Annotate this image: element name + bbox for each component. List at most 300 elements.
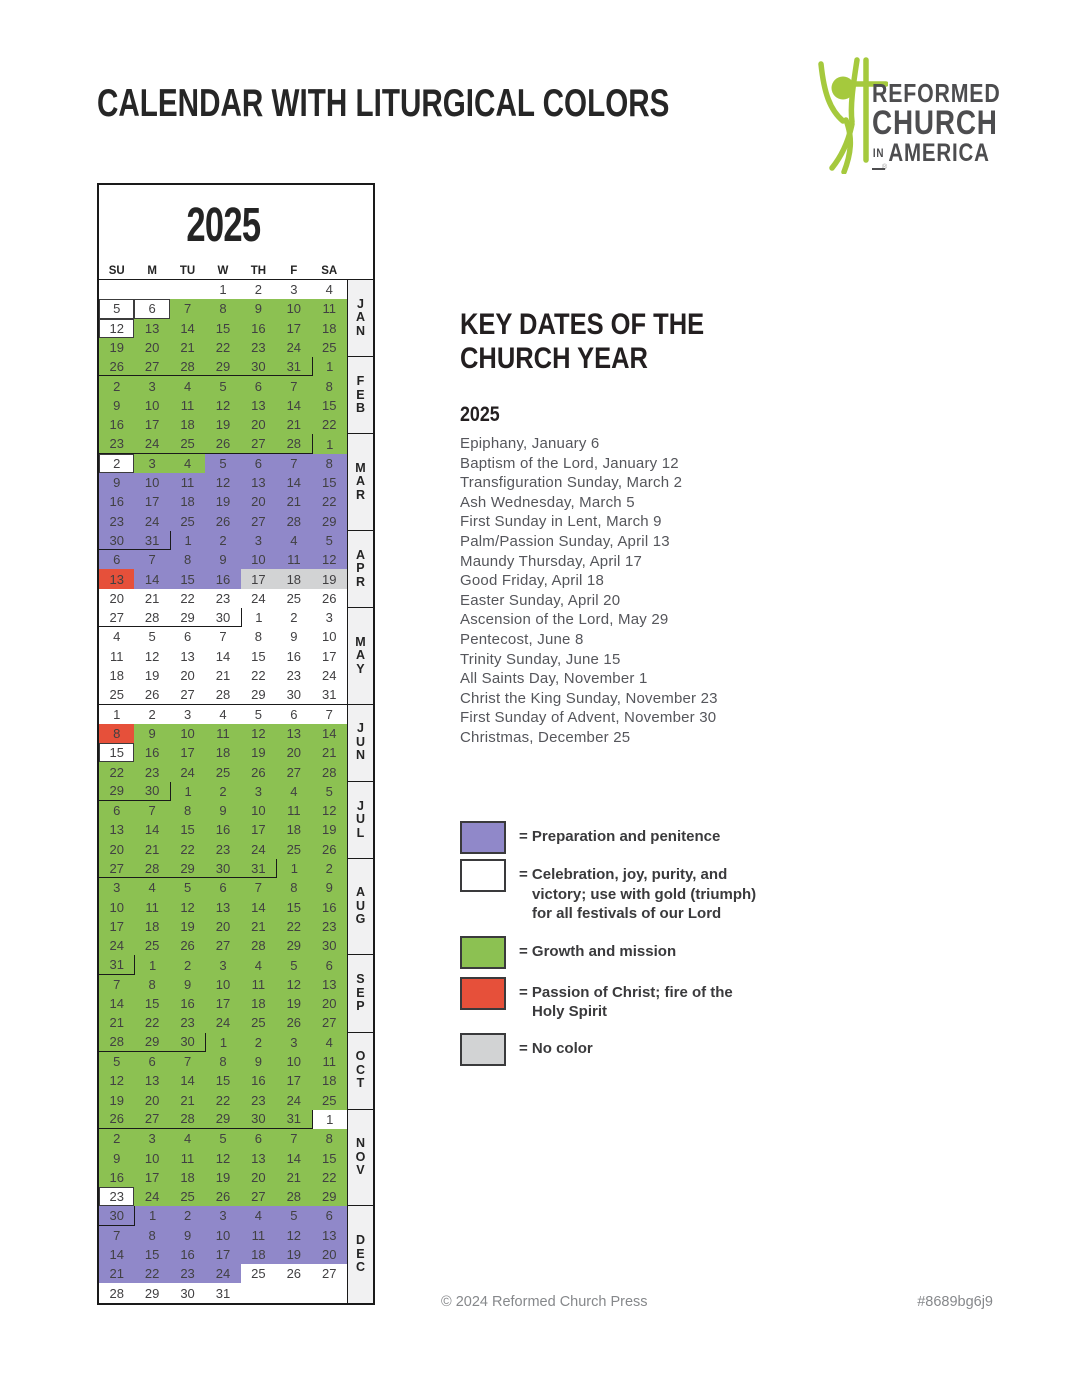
month-label-mar xyxy=(348,434,373,531)
color-legend xyxy=(460,821,820,1066)
month-label-letter: R xyxy=(355,487,365,502)
calendar-day-cell: 10 xyxy=(134,396,169,415)
month-label-letter: J xyxy=(357,798,364,813)
calendar-day-cell: 12 xyxy=(312,550,347,569)
calendar-day-cell: 14 xyxy=(134,820,169,839)
calendar-day-cell: 19 xyxy=(170,917,205,936)
calendar-day-cell: 21 xyxy=(276,1168,311,1187)
month-label-letter: D xyxy=(355,1233,365,1248)
calendar-day-cell: 26 xyxy=(312,589,347,608)
calendar-day-cell: 3 xyxy=(241,782,276,801)
calendar-day-cell: 21 xyxy=(170,1090,205,1109)
calendar-day-cell: 26 xyxy=(276,1264,311,1283)
calendar-week-row xyxy=(99,550,347,569)
calendar-day-cell: 17 xyxy=(276,1071,311,1090)
calendar-day-cell: 30 xyxy=(205,859,240,878)
calendar-day-cell: 28 xyxy=(205,685,240,704)
calendar-day-cell: 17 xyxy=(170,743,205,762)
key-date-item: Transfiguration Sunday, March 2 xyxy=(460,474,683,492)
calendar-day-cell: 24 xyxy=(312,666,347,685)
calendar-week-row xyxy=(99,589,347,608)
calendar-day-cell: 5 xyxy=(205,454,240,473)
calendar-day-cell: 22 xyxy=(276,917,311,936)
calendar-day-cell: 28 xyxy=(170,1110,205,1129)
month-label-oct xyxy=(348,1033,373,1110)
calendar-day-cell: 24 xyxy=(99,936,134,955)
calendar-day-cell: 21 xyxy=(99,1013,134,1032)
calendar-day-cell: 6 xyxy=(205,878,240,897)
calendar-day-cell: 8 xyxy=(134,975,169,994)
calendar-day-cell: 17 xyxy=(241,820,276,839)
legend-label xyxy=(519,821,720,847)
calendar-day-cell: 2 xyxy=(99,376,134,395)
month-label-letter: C xyxy=(355,1260,365,1275)
calendar-day-cell: 13 xyxy=(312,975,347,994)
calendar-day-cell: 7 xyxy=(99,1226,134,1245)
calendar-day-cell: 16 xyxy=(170,1245,205,1264)
legend-item xyxy=(460,977,820,1022)
calendar-day-cell: 26 xyxy=(170,936,205,955)
calendar-week-row xyxy=(99,280,347,299)
rca-logo-text xyxy=(872,80,1001,174)
calendar-day-cell: 5 xyxy=(241,705,276,724)
calendar-day-cell: 14 xyxy=(276,396,311,415)
calendar-day-cell: 25 xyxy=(241,1013,276,1032)
calendar-day-cell: 31 xyxy=(134,531,169,550)
calendar-day-cell: 29 xyxy=(312,1187,347,1206)
calendar-day-cell: 14 xyxy=(134,569,169,588)
calendar-day-cell: 29 xyxy=(170,608,205,627)
calendar-day-cell: 17 xyxy=(134,1168,169,1187)
weekday-header-row xyxy=(99,262,373,280)
calendar-day-cell: 25 xyxy=(312,1090,347,1109)
calendar-day-cell: 17 xyxy=(134,492,169,511)
calendar-day-cell: 4 xyxy=(312,1033,347,1052)
calendar-day-cell: 13 xyxy=(205,898,240,917)
calendar-day-cell: 8 xyxy=(170,550,205,569)
weekday-header-th: TH xyxy=(250,264,267,277)
calendar-day-cell: 19 xyxy=(312,569,347,588)
calendar-day-cell: 27 xyxy=(312,1264,347,1283)
calendar-day-cell: 5 xyxy=(312,782,347,801)
month-label-letter: V xyxy=(356,1163,365,1178)
calendar-day-cell: 7 xyxy=(134,801,169,820)
calendar-day-cell: 17 xyxy=(99,917,134,936)
calendar-day-cell: 30 xyxy=(170,1033,205,1052)
calendar-day-cell: 10 xyxy=(134,473,169,492)
key-date-item: Christmas, December 25 xyxy=(460,728,631,746)
calendar-week-row xyxy=(99,762,347,781)
month-label-feb xyxy=(348,357,373,434)
calendar-day-cell: 9 xyxy=(241,299,276,318)
calendar-day-cell: 31 xyxy=(312,685,347,704)
calendar-week-row xyxy=(99,975,347,994)
calendar-day-cell: 14 xyxy=(205,647,240,666)
calendar-day-cell: 4 xyxy=(276,782,311,801)
calendar-day-cell xyxy=(276,1283,311,1302)
calendar-day-cell: 27 xyxy=(99,608,134,627)
calendar-day-cell: 6 xyxy=(134,1052,169,1071)
legend-label xyxy=(519,936,676,962)
month-label-letter: A xyxy=(355,310,365,325)
legend-label-line: = No color xyxy=(519,1039,593,1057)
calendar-day-cell: 25 xyxy=(99,685,134,704)
calendar-day-cell: 24 xyxy=(241,840,276,859)
calendar-day-cell: 13 xyxy=(134,319,169,338)
calendar-day-cell: 5 xyxy=(99,299,134,318)
calendar-day-cell: 31 xyxy=(205,1283,240,1302)
calendar-day-cell: 15 xyxy=(205,1071,240,1090)
calendar-day-cell: 6 xyxy=(134,299,169,318)
calendar-day-cell: 3 xyxy=(205,955,240,974)
month-label-letter: C xyxy=(355,1062,365,1077)
calendar-day-cell: 19 xyxy=(205,1168,240,1187)
calendar-day-cell: 17 xyxy=(134,415,169,434)
calendar-day-cell: 18 xyxy=(170,1168,205,1187)
calendar-day-cell xyxy=(241,1283,276,1302)
calendar-week-row xyxy=(99,955,347,974)
calendar-day-cell: 6 xyxy=(241,454,276,473)
copyright-text: © 2024 Reformed Church Press xyxy=(441,1294,648,1310)
month-label-letter: J xyxy=(357,296,364,311)
calendar-day-cell: 22 xyxy=(241,666,276,685)
calendar-day-cell: 6 xyxy=(170,627,205,646)
calendar-day-cell: 23 xyxy=(241,338,276,357)
key-date-item: Easter Sunday, April 20 xyxy=(460,591,621,609)
calendar-day-cell: 10 xyxy=(99,898,134,917)
calendar-day-cell: 16 xyxy=(205,569,240,588)
calendar-day-cell: 11 xyxy=(99,647,134,666)
calendar-day-cell: 7 xyxy=(134,550,169,569)
calendar-day-cell: 12 xyxy=(276,1226,311,1245)
calendar-day-cell: 13 xyxy=(276,724,311,743)
calendar-day-cell: 31 xyxy=(276,1110,311,1129)
calendar-week-row xyxy=(99,705,347,724)
calendar-week-row xyxy=(99,319,347,338)
calendar-day-cell: 6 xyxy=(99,550,134,569)
calendar-day-cell: 9 xyxy=(99,473,134,492)
calendar-day-cell: 22 xyxy=(312,1168,347,1187)
calendar-day-cell: 28 xyxy=(276,1187,311,1206)
calendar-day-cell: 5 xyxy=(276,1206,311,1225)
month-label-letter: N xyxy=(355,1136,365,1151)
calendar-day-cell: 6 xyxy=(241,1129,276,1148)
month-label-letter: U xyxy=(355,812,365,827)
calendar-day-cell: 20 xyxy=(312,1245,347,1264)
key-date-item: All Saints Day, November 1 xyxy=(460,670,648,688)
calendar-day-cell: 7 xyxy=(276,1129,311,1148)
calendar-day-cell: 12 xyxy=(241,724,276,743)
calendar-day-cell: 28 xyxy=(99,1033,134,1052)
calendar-day-cell: 16 xyxy=(99,1168,134,1187)
calendar-week-row xyxy=(99,1264,347,1283)
calendar-day-cell: 7 xyxy=(276,376,311,395)
calendar-day-cell: 27 xyxy=(276,762,311,781)
calendar-day-cell: 23 xyxy=(205,589,240,608)
calendar-day-cell: 28 xyxy=(99,1283,134,1302)
calendar-day-cell xyxy=(170,280,205,299)
calendar-day-cell: 5 xyxy=(134,627,169,646)
calendar-day-cell xyxy=(312,1283,347,1302)
calendar-week-row xyxy=(99,1283,347,1302)
calendar-day-cell: 22 xyxy=(205,1090,240,1109)
calendar-day-cell: 7 xyxy=(99,975,134,994)
key-date-item: Trinity Sunday, June 15 xyxy=(460,650,621,668)
calendar-day-cell: 1 xyxy=(312,357,347,376)
logo-line-reformed: REFORMED xyxy=(872,78,1001,108)
calendar-day-cell: 23 xyxy=(205,840,240,859)
calendar-week-row xyxy=(99,608,347,627)
month-label-letter: P xyxy=(356,999,365,1014)
calendar-week-row xyxy=(99,627,347,646)
legend-label-line: victory; use with gold (triumph) xyxy=(532,885,757,903)
calendar-day-cell: 5 xyxy=(276,955,311,974)
calendar-day-cell: 11 xyxy=(276,801,311,820)
calendar-day-cell: 2 xyxy=(241,280,276,299)
calendar-day-cell: 25 xyxy=(134,936,169,955)
calendar-day-cell: 2 xyxy=(276,608,311,627)
calendar-day-cell: 13 xyxy=(134,1071,169,1090)
calendar-day-cell: 20 xyxy=(99,589,134,608)
calendar-day-cell: 13 xyxy=(99,569,134,588)
calendar-day-cell: 9 xyxy=(205,550,240,569)
calendar-week-row xyxy=(99,820,347,839)
calendar-day-cell: 2 xyxy=(170,1206,205,1225)
calendar-day-cell: 3 xyxy=(134,376,169,395)
calendar-day-cell: 13 xyxy=(241,473,276,492)
calendar-day-cell: 22 xyxy=(312,492,347,511)
calendar-day-cell: 15 xyxy=(170,569,205,588)
calendar-day-cell: 2 xyxy=(99,454,134,473)
key-dates-heading-line2: CHURCH YEAR xyxy=(460,342,648,375)
calendar-day-cell: 22 xyxy=(312,415,347,434)
weekday-header-m: M xyxy=(147,264,157,277)
calendar-day-cell: 14 xyxy=(99,1245,134,1264)
calendar-day-cell: 4 xyxy=(170,376,205,395)
key-date-item: Maundy Thursday, April 17 xyxy=(460,552,643,570)
calendar-day-cell: 12 xyxy=(134,647,169,666)
calendar-day-cell: 1 xyxy=(134,955,169,974)
calendar-day-cell: 21 xyxy=(276,415,311,434)
calendar-day-cell: 24 xyxy=(134,434,169,453)
month-label-letter: G xyxy=(355,912,366,927)
weekday-header-su: SU xyxy=(108,264,125,277)
calendar-day-cell: 15 xyxy=(134,994,169,1013)
calendar-day-cell: 1 xyxy=(170,782,205,801)
key-date-item: Ash Wednesday, March 5 xyxy=(460,493,635,511)
calendar-week-row xyxy=(99,1148,347,1167)
calendar-day-cell: 22 xyxy=(170,589,205,608)
calendar-day-cell: 14 xyxy=(99,994,134,1013)
calendar-week-row xyxy=(99,357,347,376)
registered-mark: ® xyxy=(882,164,888,171)
calendar-day-cell: 26 xyxy=(241,762,276,781)
calendar-week-row xyxy=(99,396,347,415)
calendar-week-row xyxy=(99,299,347,318)
logo-line-in-america xyxy=(872,139,1001,174)
calendar-week-row xyxy=(99,473,347,492)
calendar-day-cell: 8 xyxy=(241,627,276,646)
logo-line-church: CHURCH xyxy=(872,104,998,142)
calendar-day-cell: 26 xyxy=(205,1187,240,1206)
calendar-day-cell: 1 xyxy=(134,1206,169,1225)
calendar-week-row xyxy=(99,1090,347,1109)
calendar-day-cell: 11 xyxy=(170,1148,205,1167)
calendar-day-cell: 10 xyxy=(312,627,347,646)
calendar-day-cell: 23 xyxy=(99,434,134,453)
calendar-day-cell: 19 xyxy=(276,1245,311,1264)
month-label-letter: J xyxy=(357,721,364,736)
calendar-day-cell: 17 xyxy=(312,647,347,666)
calendar-year-heading xyxy=(99,185,347,262)
key-date-item: Pentecost, June 8 xyxy=(460,630,584,648)
key-date-item: Christ the King Sunday, November 23 xyxy=(460,689,718,707)
calendar-day-cell: 29 xyxy=(205,1110,240,1129)
calendar-day-cell: 30 xyxy=(312,936,347,955)
calendar-day-cell: 1 xyxy=(241,608,276,627)
legend-label xyxy=(519,1033,593,1059)
calendar-week-row xyxy=(99,1052,347,1071)
calendar-day-cell xyxy=(99,280,134,299)
calendar-day-cell: 27 xyxy=(170,685,205,704)
calendar-day-cell: 12 xyxy=(312,801,347,820)
calendar-day-cell: 4 xyxy=(276,531,311,550)
calendar-day-cell: 16 xyxy=(170,994,205,1013)
calendar-day-cell: 4 xyxy=(205,705,240,724)
calendar-day-cell: 16 xyxy=(241,1071,276,1090)
calendar-day-cell: 2 xyxy=(205,782,240,801)
calendar-week-row xyxy=(99,743,347,762)
weekday-header-f: F xyxy=(290,264,298,277)
calendar-day-cell: 9 xyxy=(241,1052,276,1071)
calendar-day-cell: 30 xyxy=(205,608,240,627)
calendar-day-cell: 11 xyxy=(241,1226,276,1245)
calendar-day-cell: 19 xyxy=(205,415,240,434)
calendar-day-cell: 21 xyxy=(134,840,169,859)
calendar-day-cell: 7 xyxy=(170,1052,205,1071)
calendar-day-cell: 3 xyxy=(205,1206,240,1225)
calendar-day-cell: 16 xyxy=(205,820,240,839)
month-label-column xyxy=(347,280,373,1303)
weekday-header-sa: SA xyxy=(321,264,338,277)
calendar-day-cell: 17 xyxy=(205,1245,240,1264)
calendar-day-cell: 10 xyxy=(205,975,240,994)
calendar-day-cell xyxy=(134,280,169,299)
calendar-day-cell: 27 xyxy=(312,1013,347,1032)
calendar-day-cell: 11 xyxy=(241,975,276,994)
month-label-letter: Y xyxy=(356,661,365,676)
calendar-body xyxy=(99,280,373,1303)
calendar-day-cell: 31 xyxy=(276,357,311,376)
calendar-day-cell: 29 xyxy=(134,1283,169,1302)
calendar-day-cell: 8 xyxy=(99,724,134,743)
calendar-day-cell: 23 xyxy=(170,1013,205,1032)
calendar-week-row xyxy=(99,1187,347,1206)
calendar-day-cell: 22 xyxy=(134,1013,169,1032)
calendar-day-cell: 7 xyxy=(276,454,311,473)
calendar-day-cell: 19 xyxy=(276,994,311,1013)
calendar-day-cell: 20 xyxy=(241,492,276,511)
calendar-day-cell: 10 xyxy=(134,1148,169,1167)
calendar-day-cell: 1 xyxy=(312,434,347,453)
calendar-day-cell: 4 xyxy=(170,1129,205,1148)
calendar-day-cell: 14 xyxy=(276,1148,311,1167)
calendar-day-cell: 25 xyxy=(276,840,311,859)
month-label-apr xyxy=(348,531,373,608)
calendar-day-cell: 18 xyxy=(276,820,311,839)
calendar-week-row xyxy=(99,801,347,820)
calendar-day-cell: 2 xyxy=(134,705,169,724)
calendar-day-cell: 27 xyxy=(205,936,240,955)
calendar-day-cell: 24 xyxy=(170,762,205,781)
calendar-day-cell: 12 xyxy=(205,473,240,492)
legend-label-line: Holy Spirit xyxy=(532,1003,608,1020)
month-label-letter: N xyxy=(355,748,365,763)
calendar-day-cell: 8 xyxy=(312,376,347,395)
calendar-day-cell: 17 xyxy=(241,569,276,588)
calendar-day-cell: 9 xyxy=(205,801,240,820)
legend-label-line: = Preparation and penitence xyxy=(519,828,721,845)
month-label-letter: U xyxy=(355,898,365,913)
calendar-day-cell: 5 xyxy=(99,1052,134,1071)
calendar-day-cell: 4 xyxy=(99,627,134,646)
calendar-day-cell: 18 xyxy=(170,415,205,434)
month-label-letter: L xyxy=(356,825,365,840)
calendar-week-row xyxy=(99,512,347,531)
calendar-day-cell: 18 xyxy=(276,569,311,588)
calendar-day-cell: 4 xyxy=(241,1206,276,1225)
calendar-day-cell: 22 xyxy=(205,338,240,357)
calendar-day-cell: 31 xyxy=(99,955,134,974)
calendar-day-cell: 20 xyxy=(99,840,134,859)
calendar-day-cell: 8 xyxy=(134,1226,169,1245)
calendar-day-cell: 27 xyxy=(134,357,169,376)
calendar-day-cell: 11 xyxy=(205,724,240,743)
calendar-day-cell: 15 xyxy=(205,319,240,338)
calendar-day-cell: 7 xyxy=(205,627,240,646)
month-label-letter: N xyxy=(355,323,365,338)
item-code-text: #8689bg6j9 xyxy=(917,1294,993,1310)
calendar-day-cell: 24 xyxy=(241,589,276,608)
calendar-day-cell: 1 xyxy=(205,280,240,299)
calendar-day-cell: 19 xyxy=(99,1090,134,1109)
calendar-day-cell: 2 xyxy=(99,1129,134,1148)
calendar-day-cell: 28 xyxy=(276,512,311,531)
calendar-week-row xyxy=(99,840,347,859)
calendar-day-cell: 11 xyxy=(276,550,311,569)
calendar-week-row xyxy=(99,994,347,1013)
calendar-day-cell: 16 xyxy=(276,647,311,666)
calendar-day-cell: 16 xyxy=(312,898,347,917)
calendar-day-cell: 24 xyxy=(276,338,311,357)
calendar-day-cell: 28 xyxy=(134,859,169,878)
calendar-day-cell: 27 xyxy=(241,512,276,531)
calendar-day-cell: 29 xyxy=(312,512,347,531)
calendar-day-cell: 12 xyxy=(99,1071,134,1090)
calendar-day-cell: 14 xyxy=(241,898,276,917)
calendar-day-cell: 30 xyxy=(99,1206,134,1225)
month-label-letter: S xyxy=(356,972,365,987)
calendar-day-cell: 12 xyxy=(205,396,240,415)
key-dates-list xyxy=(460,434,820,748)
legend-item xyxy=(460,1033,820,1066)
legend-color-swatch-r xyxy=(460,977,506,1010)
calendar-week-row xyxy=(99,338,347,357)
calendar-week-row xyxy=(99,647,347,666)
calendar-day-cell: 19 xyxy=(312,820,347,839)
calendar-day-cell: 1 xyxy=(205,1033,240,1052)
calendar-week-row xyxy=(99,666,347,685)
